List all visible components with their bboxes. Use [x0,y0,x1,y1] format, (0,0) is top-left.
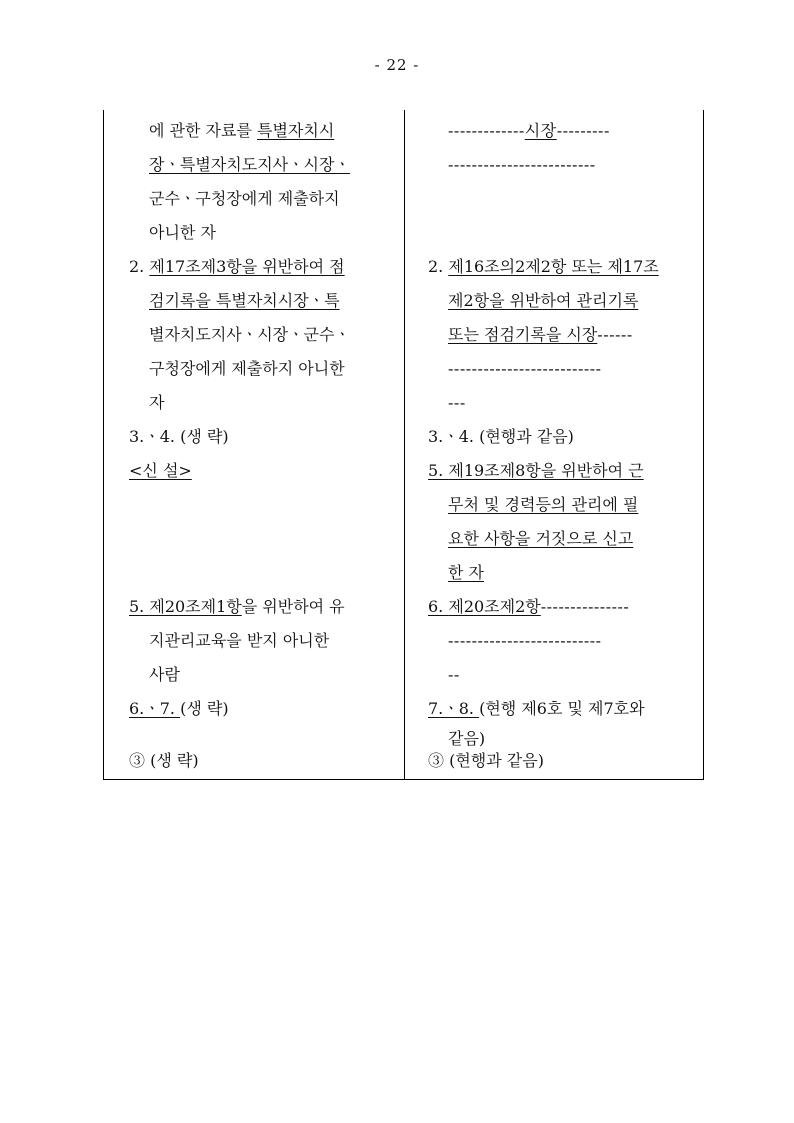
text-line [428,454,644,488]
comparison-table [103,110,704,780]
text-line: 지관리교육을 받지 아니한 [149,631,330,650]
text-line: 같음) [448,729,486,748]
text-line: 군수ㆍ구청장에게 제출하지 [149,189,340,208]
text-line: -------------------------- [448,631,602,650]
text-line [428,692,645,726]
text-line: 무처 및 경력등의 관리에 필 [448,495,639,514]
underlined-segment: 제17조제3항을 위반하여 점 [149,257,345,276]
text-line: 한 자 [448,563,484,582]
item-number: 6. [428,597,449,616]
text-line: 아니한 자 [149,223,216,242]
text-line: ------------------------- [448,155,596,174]
text-line: ③ (현행과 같음) [428,751,544,770]
text-line: 3.ㆍ4. (생 략) [129,427,229,446]
column-divider [404,110,405,779]
text-line: 별자치도지사ㆍ시장ㆍ군수ㆍ [149,325,350,344]
text-segment: 을 위반하여 유 [241,597,345,616]
new-provision-label: <신 설> [129,461,192,480]
text-line: ③ (생 략) [129,751,199,770]
text-line [448,114,610,148]
text-line: -- [448,665,460,684]
text-line: --- [448,393,466,412]
item-number: 2. [428,257,449,276]
dash-fill: ------ [597,325,633,344]
text-line [129,692,229,726]
text-line [129,590,345,624]
page-number: - 22 - [374,56,420,74]
text-line [448,318,633,352]
text-line: 제2항을 위반하여 관리기록 [448,291,639,310]
underlined-segment: 시장 [524,121,557,140]
underlined-segment: 제19조제8항을 위반하여 근 [448,461,644,480]
text-line [428,590,629,624]
item-number: 2. [129,257,150,276]
text-segment: (생 략) [180,699,229,718]
underlined-segment: 또는 점검기록을 시장 [448,325,598,344]
text-line: 사람 [149,665,180,684]
text-line: 자 [149,393,165,412]
underlined-segment: 제20조제1항 [149,597,242,616]
dash-fill: --------- [556,121,610,140]
text-segment: (현행 제6호 및 제7호와 [479,699,645,718]
item-number: 5. [428,461,449,480]
item-number: 5. [129,597,150,616]
item-number: 6.ㆍ7. [129,699,181,718]
text-line [428,250,659,284]
underlined-segment: 특별자치시 [257,121,335,140]
text-line: 장ㆍ특별자치도지사ㆍ시장ㆍ [149,155,350,174]
text-segment: 에 관한 자료를 [149,121,257,140]
text-line: 요한 사항을 거짓으로 신고 [448,529,634,548]
item-number: 7.ㆍ8. [428,699,480,718]
underlined-segment: 제16조의2제2항 또는 제17조 [448,257,659,276]
dash-fill: ------------- [448,121,525,140]
text-line: -------------------------- [448,359,602,378]
dash-fill: --------------- [540,597,630,616]
text-line [149,114,334,148]
text-line: 구청장에게 제출하지 아니한 [149,359,345,378]
underlined-segment: 제20조제2항 [448,597,541,616]
text-line: 검기록을 특별자치시장ㆍ특 [149,291,340,310]
text-line: 3.ㆍ4. (현행과 같음) [428,427,574,446]
text-line [129,250,345,284]
